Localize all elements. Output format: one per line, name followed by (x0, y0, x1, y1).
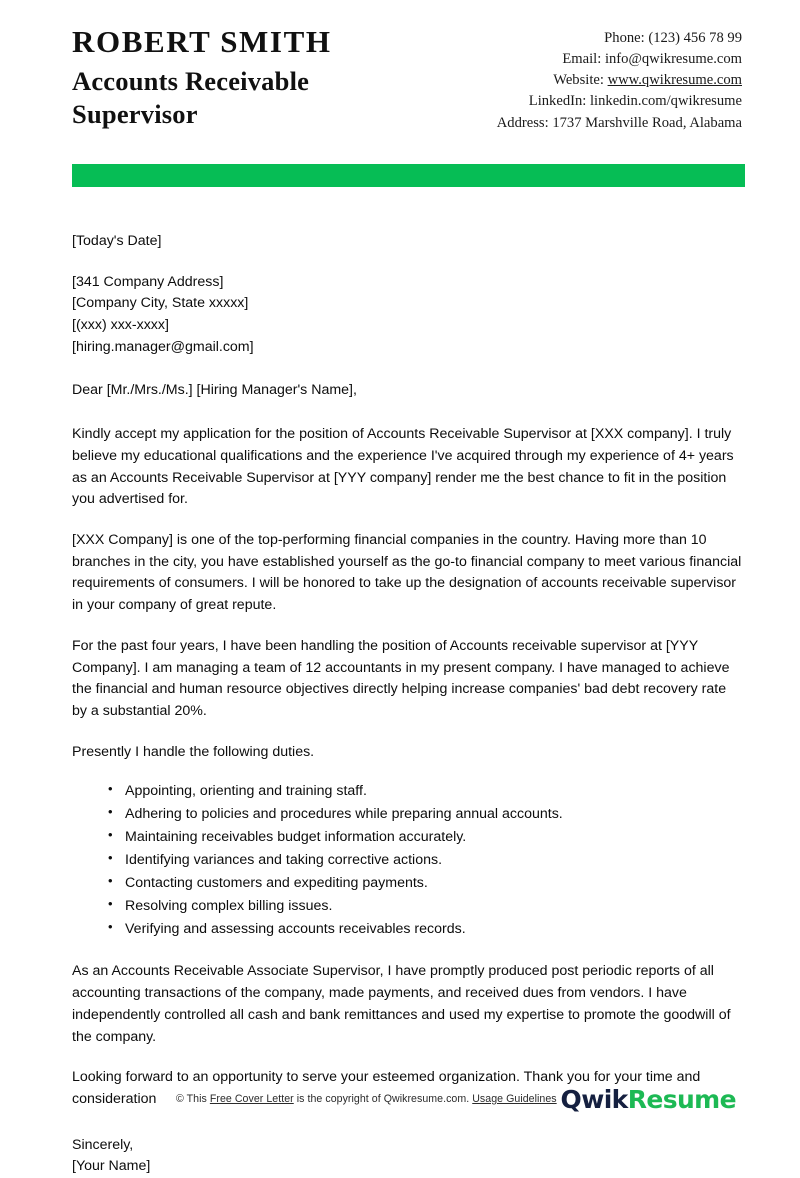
contact-linkedin (497, 91, 742, 112)
letter-paragraph: [XXX Company] is one of the top-performing financial companies in the country. Having more than 10 branches in the city, you have established yourself as the go-to financial company to meet various financial requirements of consumers. I will be honored to take up the designation of accounts receivable supervisor in your company of great repute. (72, 531, 742, 614)
recipient-address-line: [341 Company Address] (72, 273, 224, 290)
letter-date: [Today's Date] (72, 232, 162, 249)
recipient-address-block (72, 272, 744, 359)
recipient-address-line: [Company City, State xxxxx] (72, 295, 249, 312)
closing-paragraph: As an Accounts Receivable Associate Supervisor, I have promptly produced post periodic reports of all accounting transactions of the company, made payments, and received dues from vendors. I have independently controlled all cash and bank remittances and used my expertise to promote the goodwill of the company. (72, 963, 731, 1045)
duties-list-item: • Identifying variances and taking corrective actions. (108, 849, 744, 871)
recipient-address-line: [hiring.manager@gmail.com] (72, 338, 254, 355)
salutation-block (72, 380, 744, 402)
letter-paragraph: For the past four years, I have been handling the position of Accounts receivable supervisor at [YYY Company]. I am managing a team of 12 accountants in my present company. I have managed to achieve the financial and human resource objectives directly helping increase companies' bad debt recovery rate by a substantial 20%. (72, 637, 730, 719)
applicant-name: ROBERT SMITH (72, 24, 332, 59)
signoff-text: Sincerely, (72, 1136, 134, 1153)
green-accent-bar (72, 164, 745, 187)
duties-list-item: • Resolving complex billing issues. (108, 895, 744, 917)
duties-list (72, 780, 744, 940)
contact-website-link[interactable]: www.qwikresume.com (607, 72, 742, 89)
contact-address-value: 1737 Marshville Road, Alabama (552, 114, 742, 131)
footer-usage-guidelines-link[interactable]: Usage Guidelines (472, 1093, 557, 1105)
closing-paragraph: Looking forward to an opportunity to serve your esteemed organization. Thank you for your time and consideration (72, 1069, 701, 1108)
contact-email-value[interactable]: info@qwikresume.com (604, 51, 742, 68)
letter-paragraph: Presently I handle the following duties. (72, 743, 315, 760)
letter-paragraphs (72, 424, 744, 763)
contact-email (497, 49, 742, 70)
date-block (72, 231, 744, 253)
duties-list-item: • Verifying and assessing accounts receivables records. (108, 918, 744, 940)
footer-copyright-prefix: © This (176, 1093, 210, 1105)
logo-text-resume: Resume (627, 1084, 736, 1114)
contact-email-label: Email: (562, 51, 602, 68)
letter-body (0, 231, 800, 1178)
accent-bar-container (0, 164, 800, 187)
contact-address (497, 113, 742, 134)
footer-free-cover-letter-link[interactable]: Free Cover Letter (209, 1093, 294, 1105)
signature-block (72, 1135, 744, 1178)
letter-salutation: Dear [Mr./Mrs./Ms.] [Hiring Manager's Name], (72, 382, 357, 399)
contact-phone (497, 28, 742, 49)
letter-paragraph: Kindly accept my application for the position of Accounts Receivable Supervisor at [XXX company]. I truly believe my educational qualifications and the experience I've acquired through my experience of 4+ years as an Accounts Receivable Supervisor at [YYY company] render me the best chance to fit in the position you advertised for. (72, 426, 734, 508)
duties-list-item: • Contacting customers and expediting payments. (108, 872, 744, 894)
contact-linkedin-label: LinkedIn: (528, 93, 587, 110)
signature-name: [Your Name] (72, 1158, 151, 1175)
letter-header (0, 0, 800, 134)
duties-list-item: • Appointing, orienting and training staff. (108, 780, 744, 802)
contact-website (497, 70, 742, 91)
footer-copyright-middle: is the copyright of Qwikresume.com. (293, 1093, 473, 1105)
duties-list-item: • Adhering to policies and procedures while preparing annual accounts. (108, 803, 744, 825)
page-footer (0, 1077, 800, 1121)
contact-phone-label: Phone: (604, 30, 645, 46)
header-identity (72, 24, 402, 132)
duties-list-item: • Maintaining receivables budget information accurately. (108, 826, 744, 848)
logo-text-qwik: Qwik (560, 1084, 628, 1114)
footer-copyright (176, 1093, 557, 1105)
qwikresume-logo[interactable] (560, 1084, 736, 1114)
applicant-job-title: Accounts Receivable Supervisor (72, 65, 310, 130)
contact-linkedin-value[interactable]: linkedin.com/qwikresume (590, 93, 742, 110)
contact-website-label: Website: (553, 72, 604, 89)
contact-details (497, 24, 742, 134)
contact-phone-value: (123) 456 78 99 (648, 30, 742, 46)
recipient-address-line: [(xxx) xxx-xxxx] (72, 316, 169, 333)
contact-address-label: Address: (496, 114, 549, 131)
